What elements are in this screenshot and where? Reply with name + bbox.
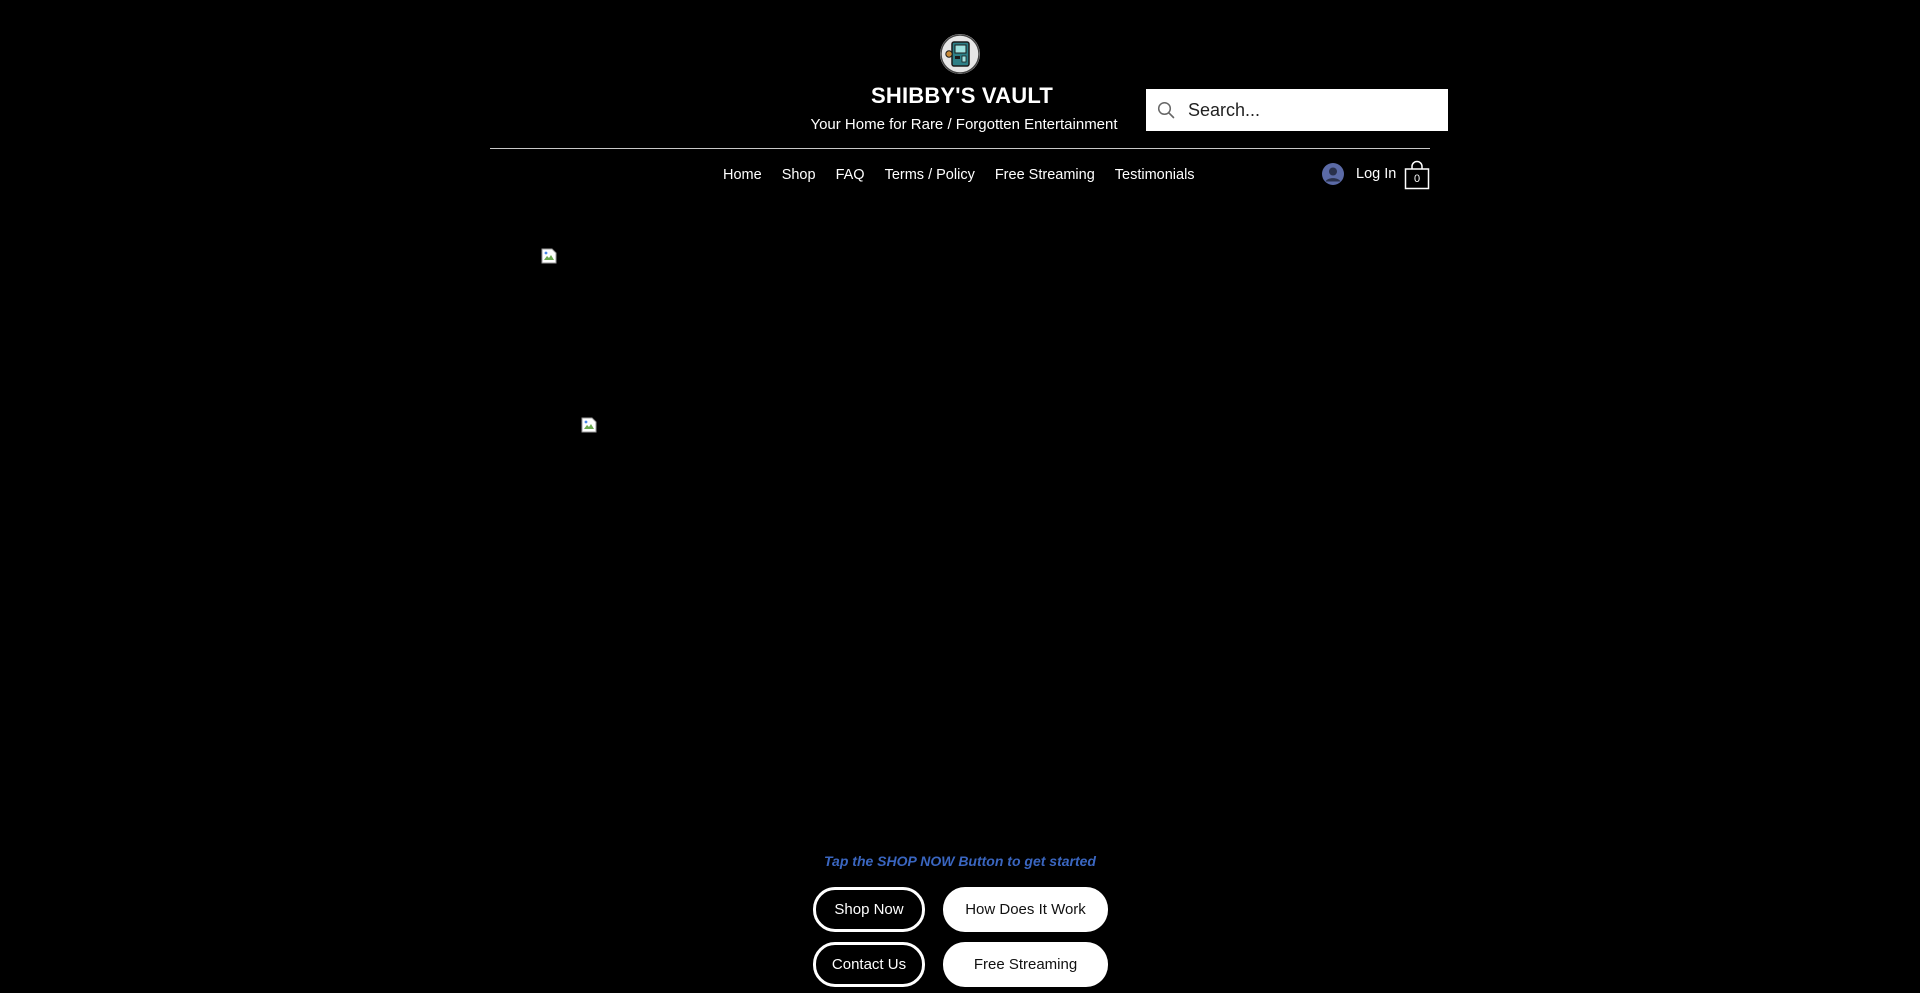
site-title: SHIBBY'S VAULT xyxy=(870,83,1053,108)
cta-prompt: Tap the SHOP NOW Button to get started xyxy=(824,853,1096,869)
broken-image-icon xyxy=(581,417,597,433)
search-input[interactable] xyxy=(1188,100,1428,121)
cart-button[interactable] xyxy=(1404,160,1430,190)
contact-us-button[interactable]: Contact Us xyxy=(813,942,925,987)
login-button[interactable] xyxy=(1321,162,1396,186)
nav-item-terms-policy[interactable]: Terms / Policy xyxy=(884,167,975,183)
nav-item-testimonials[interactable]: Testimonials xyxy=(1114,167,1195,183)
nav-item-free-streaming[interactable]: Free Streaming xyxy=(994,167,1095,183)
main-nav xyxy=(713,166,1205,184)
search-bar[interactable] xyxy=(1146,89,1448,131)
avatar-icon xyxy=(1321,162,1345,186)
nav-item-home[interactable]: Home xyxy=(723,167,762,183)
login-label: Log In xyxy=(1356,166,1397,182)
search-icon[interactable] xyxy=(1156,100,1176,120)
site-tagline: Your Home for Rare / Forgotten Entertainment xyxy=(810,116,1118,133)
shop-now-button[interactable]: Shop Now xyxy=(813,887,925,932)
nav-item-shop[interactable]: Shop xyxy=(781,167,816,183)
vault-logo-icon[interactable] xyxy=(940,34,980,74)
nav-item-faq[interactable]: FAQ xyxy=(835,167,865,183)
free-streaming-button[interactable]: Free Streaming xyxy=(943,942,1108,987)
how-does-it-work-button[interactable]: How Does It Work xyxy=(943,887,1108,932)
header-divider xyxy=(490,148,1430,149)
cart-count: 0 xyxy=(1413,173,1421,185)
broken-image-icon xyxy=(541,248,557,264)
